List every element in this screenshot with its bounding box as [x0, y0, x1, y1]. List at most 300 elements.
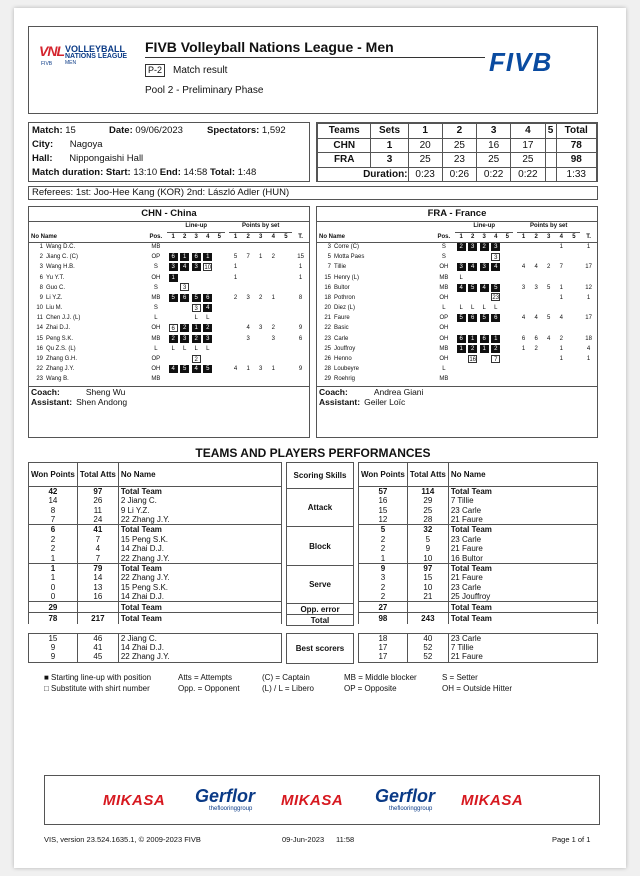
skill-best-scorers: Best scorers — [286, 633, 354, 664]
total-atts: 32 — [407, 525, 448, 535]
score-header: 4 — [511, 124, 545, 139]
set-points — [568, 304, 581, 314]
player-pos: MB — [151, 294, 161, 301]
won-points: 2 — [359, 544, 408, 554]
set-points: 4 — [547, 335, 551, 342]
points-header: Points by set — [229, 222, 292, 232]
set-points — [568, 334, 581, 344]
player-total: 17 — [585, 264, 592, 271]
won-points: 17 — [359, 643, 408, 653]
score-cell: 17 — [511, 138, 545, 153]
won-points: 17 — [359, 652, 408, 662]
player-pos: MB — [439, 274, 449, 281]
player-pos: MB — [439, 376, 449, 383]
player-no: 18 — [324, 294, 331, 301]
player: 23 Carle — [448, 633, 597, 643]
set-points — [242, 283, 255, 293]
player-name: Diez (L) — [334, 305, 356, 312]
player-no: 5 — [327, 254, 331, 261]
won-points: 2 — [29, 544, 78, 554]
gerflor-logo: Gerflor theflooringgroup — [195, 786, 256, 812]
won-points: 0 — [29, 582, 78, 592]
set-points — [517, 365, 530, 375]
perf-row — [359, 643, 598, 653]
lineup-cell: 2 — [203, 324, 212, 332]
player: 14 Zhai D.J. — [118, 592, 281, 602]
set-points — [267, 304, 280, 314]
set-points — [280, 324, 293, 334]
lineup-cell: 1 — [203, 253, 212, 261]
score-cell: 25 — [408, 153, 442, 168]
set-points — [267, 344, 280, 354]
set-points: 4 — [521, 264, 526, 271]
player-no: 22 — [36, 366, 43, 373]
set-points — [568, 344, 581, 354]
col-name: Name — [328, 233, 346, 240]
set-points — [254, 375, 267, 385]
player-pos: MB — [439, 284, 449, 291]
won-points: 6 — [29, 525, 78, 535]
player-no: 29 — [324, 376, 331, 383]
player-pos: OH — [439, 335, 449, 342]
total-atts: 7 — [77, 534, 118, 544]
player-total: 1 — [586, 294, 591, 301]
set-points: 1 — [246, 366, 250, 373]
player: Total Team — [118, 613, 281, 624]
set-points — [517, 253, 530, 263]
player-name: Basic — [334, 325, 349, 332]
set-points: 1 — [559, 345, 563, 352]
won-points: 14 — [29, 496, 78, 506]
col-set: 4 — [559, 233, 563, 240]
player-pos: L — [154, 315, 158, 322]
set-points: 2 — [547, 264, 551, 271]
lineup-header: Line-up — [167, 222, 225, 232]
perf-row — [29, 506, 282, 516]
duration-cell: 0:26 — [442, 167, 476, 182]
total-atts: 26 — [77, 496, 118, 506]
perf-row — [29, 563, 282, 573]
set-points: 2 — [271, 254, 275, 261]
set-points: 2 — [534, 345, 538, 352]
won-points: 9 — [359, 563, 408, 573]
player-name: Jouffroy — [334, 345, 356, 352]
player-name: Li Y.Z. — [46, 294, 63, 301]
player-name: Bultor — [334, 284, 350, 291]
set-points — [229, 375, 242, 385]
vnl-logo: VNL VOLLEYBALL NATIONS LEAGUE MEN FIVB — [39, 43, 128, 67]
lineup-cell: 6 — [169, 324, 178, 332]
col-set: 4 — [271, 233, 275, 240]
col-pos: Pos. — [149, 233, 163, 240]
match-info: Match: 15 Date: 09/06/2023 Spectators: 1,592 City: Nagoya Hall: Nippongaishi Hall Match duration: Start: 13:10 End: 14:58 Total: 1:48 — [28, 122, 310, 182]
player: Total Team — [448, 563, 597, 573]
duration-cell: 0:22 — [477, 167, 511, 182]
player: 21 Faure — [448, 652, 597, 662]
set-points: 2 — [559, 335, 563, 342]
set-points — [542, 344, 555, 354]
perf-row — [29, 602, 282, 613]
player-total — [292, 375, 309, 385]
lineup-cell: 6 — [468, 314, 477, 322]
lineup-cell: L — [206, 315, 210, 322]
perf-row — [29, 487, 282, 497]
set-points: 4 — [559, 315, 563, 322]
total-atts: 79 — [77, 563, 118, 573]
duration-cell: 0:23 — [408, 167, 442, 182]
won-points: 0 — [29, 592, 78, 602]
skill-serve: Serve — [286, 565, 354, 604]
score-cell — [545, 138, 556, 153]
player-row — [29, 253, 309, 263]
set-points: 4 — [246, 325, 250, 332]
set-points — [530, 375, 543, 385]
player-row — [29, 273, 309, 283]
set-points — [568, 263, 581, 273]
player: 16 Bultor — [448, 554, 597, 564]
set-points — [542, 354, 555, 364]
player-name: Wang H.B. — [46, 264, 75, 271]
lineup-cell: L — [459, 305, 463, 312]
perf-row — [359, 534, 598, 544]
player-pos: S — [153, 264, 158, 271]
total-atts: 11 — [77, 506, 118, 516]
lineup-cell: 3 — [192, 304, 201, 312]
player: 23 Carle — [448, 506, 597, 516]
perf-row — [359, 487, 598, 497]
player: 7 Tillie — [448, 496, 597, 506]
col-set: 2 — [471, 233, 475, 240]
lineup-cell: 3 — [468, 243, 477, 251]
score-cell: 25 — [477, 153, 511, 168]
won-points: 3 — [359, 573, 408, 583]
set-points: 5 — [547, 284, 551, 291]
set-points: 7 — [246, 254, 250, 261]
lineup-cell: 6 — [180, 294, 189, 302]
player-name: Motta Paes — [334, 254, 365, 261]
set-points: 3 — [271, 335, 275, 342]
lineup-cell: L — [194, 345, 198, 352]
player: 21 Faure — [448, 515, 597, 525]
won-points: 15 — [359, 506, 408, 516]
won-points: 15 — [29, 633, 78, 643]
lineup-cell: 1 — [169, 274, 178, 282]
player-total: 1 — [586, 356, 591, 363]
lineup-cell: 4 — [457, 284, 466, 292]
assistant-label: Assistant: — [319, 397, 361, 407]
score-cell: 1 — [371, 138, 408, 153]
col-name: Name — [40, 233, 58, 240]
total-atts: 4 — [77, 544, 118, 554]
assistant-label: Assistant: — [31, 397, 73, 407]
player-total: 9 — [298, 325, 303, 332]
player-row — [317, 375, 597, 385]
perf-row — [359, 633, 598, 643]
player: 22 Zhang J.Y. — [118, 652, 281, 662]
player-name: Wang B. — [46, 376, 69, 383]
player-total — [580, 375, 597, 385]
duration-cell: 0:22 — [511, 167, 545, 182]
lineup-cell: 4 — [192, 365, 201, 373]
player: 14 Zhai D.J. — [118, 643, 281, 653]
set-points — [267, 263, 280, 273]
set-points: 1 — [233, 264, 238, 271]
total-atts: 16 — [77, 592, 118, 602]
player-row — [29, 344, 309, 354]
lineup-cell: 5 — [468, 284, 477, 292]
set-points — [280, 273, 293, 283]
col-set: 3 — [547, 233, 551, 240]
lineup-cell: 6 — [480, 335, 489, 343]
total-atts — [77, 602, 118, 613]
player-pos: OH — [439, 264, 449, 271]
lineup-cell: 5 — [192, 294, 201, 302]
coach-label: Coach: — [319, 387, 348, 397]
player-row — [29, 324, 309, 334]
set-points — [542, 273, 555, 283]
mikasa-logo: MIKASA — [461, 792, 524, 809]
lineup-cell: 16 — [469, 356, 477, 363]
player: Total Team — [118, 563, 281, 573]
lineup-cell: L — [482, 305, 486, 312]
set-points — [254, 263, 267, 273]
set-points — [530, 293, 543, 303]
lineup-cell: 3 — [192, 263, 201, 271]
player: Total Team — [448, 602, 597, 613]
perf-row — [29, 652, 282, 662]
set-points — [229, 304, 242, 314]
score-header: 1 — [408, 124, 442, 139]
won-points: 42 — [29, 487, 78, 497]
lineup-cell: 2 — [491, 345, 500, 353]
player: 22 Zhang J.Y. — [118, 515, 281, 525]
perf-row — [359, 506, 598, 516]
player-pos: OH — [439, 294, 449, 301]
player-row — [29, 242, 309, 252]
lineup-cell: 1 — [192, 324, 201, 332]
player: Total Team — [118, 487, 281, 497]
set-points — [517, 354, 530, 364]
set-points — [530, 304, 543, 314]
footer-page: Page 1 of 1 — [552, 835, 591, 844]
lineup-cell: 1 — [180, 253, 189, 261]
total-atts: 14 — [77, 573, 118, 583]
player-total — [292, 242, 309, 252]
lineup-cell: 4 — [180, 263, 189, 271]
set-points: 1 — [259, 254, 263, 261]
lineup-cell: 5 — [169, 294, 178, 302]
lineup-cell: 4 — [468, 263, 477, 271]
won-points: 29 — [29, 602, 78, 613]
player-name: Henno — [334, 356, 352, 363]
set-points — [229, 314, 242, 324]
player-row — [29, 334, 309, 344]
set-points — [280, 263, 293, 273]
set-points: 1 — [271, 294, 275, 301]
set-points — [517, 324, 530, 334]
player-pos: OH — [151, 274, 161, 281]
won-points: 9 — [29, 643, 78, 653]
perf-row — [29, 544, 282, 554]
set-points — [280, 283, 293, 293]
lineup-cell: 1 — [468, 335, 477, 343]
col-set: 3 — [482, 233, 486, 240]
team-name: FRA - France — [317, 207, 597, 222]
player-no: 28 — [324, 366, 331, 373]
col-pos: Pos. — [437, 233, 451, 240]
set-points — [517, 304, 530, 314]
player-name: Zhai D.J. — [46, 325, 71, 332]
won-points: 2 — [359, 582, 408, 592]
phase: Pool 2 - Preliminary Phase — [145, 85, 264, 96]
perf-row — [29, 554, 282, 564]
set-points: 1 — [559, 244, 563, 251]
team-fra — [316, 206, 598, 438]
score-cell — [545, 153, 556, 168]
set-points — [280, 293, 293, 303]
duration-cell — [545, 167, 556, 182]
player-total: 1 — [298, 274, 303, 281]
set-points — [254, 344, 267, 354]
set-points — [254, 354, 267, 364]
player-pos: L — [442, 305, 446, 312]
col-set: 5 — [284, 233, 288, 240]
won-points: 8 — [29, 506, 78, 516]
player-pos: OH — [439, 325, 449, 332]
set-points — [254, 314, 267, 324]
set-points — [568, 242, 581, 252]
won-points: 1 — [359, 554, 408, 564]
col-total: T. — [586, 233, 591, 240]
player-total: 15 — [297, 254, 304, 261]
score-cell: 98 — [556, 153, 597, 168]
col-no: No — [31, 233, 39, 240]
lineup-cell: 23 — [492, 295, 500, 302]
score-header: Teams — [318, 124, 371, 139]
player-name: Faure — [334, 315, 350, 322]
player: 15 Peng S.K. — [118, 582, 281, 592]
lineup-cell: L — [194, 315, 198, 322]
set-points — [242, 263, 255, 273]
player-row — [317, 304, 597, 314]
perf-row — [359, 582, 598, 592]
total-atts: 217 — [77, 613, 118, 624]
total-atts: 5 — [407, 534, 448, 544]
player-total — [292, 314, 309, 324]
perf-row — [29, 534, 282, 544]
player: 23 Carle — [448, 582, 597, 592]
fivb-logo: FIVB — [489, 47, 553, 77]
won-points: 1 — [29, 573, 78, 583]
player-no: 6 — [39, 274, 43, 281]
player-no: 7 — [327, 264, 331, 271]
score-cell: 3 — [371, 153, 408, 168]
mikasa-logo: MIKASA — [103, 792, 166, 809]
score-header: 5 — [545, 124, 556, 139]
set-points — [517, 273, 530, 283]
set-points — [267, 283, 280, 293]
set-points: 1 — [521, 345, 526, 352]
footer-date: 09-Jun-2023 — [282, 835, 325, 844]
set-points: 3 — [259, 366, 263, 373]
set-points — [229, 354, 242, 364]
perf-row — [359, 563, 598, 573]
duration-label: Duration: — [318, 167, 409, 182]
set-points — [517, 242, 530, 252]
player-row — [317, 263, 597, 273]
won-points: 2 — [359, 534, 408, 544]
perf-row — [29, 515, 282, 525]
skill-attack: Attack — [286, 488, 354, 527]
score-cell: 25 — [442, 138, 476, 153]
skill-opp-error: Opp. error — [286, 603, 354, 615]
player-total: 18 — [585, 335, 592, 342]
set-points — [280, 334, 293, 344]
total-atts: 10 — [407, 554, 448, 564]
perf-row — [359, 613, 598, 624]
referees: Referees: 1st: Joo-Hee Kang (KOR) 2nd: László Adler (HUN) — [28, 186, 598, 200]
lineup-cell: 2 — [192, 335, 201, 343]
perf-fra — [358, 462, 598, 663]
mikasa-logo: MIKASA — [281, 792, 344, 809]
player-no: 21 — [324, 315, 331, 322]
player-pos: MB — [439, 345, 449, 352]
score-cell: 20 — [408, 138, 442, 153]
player-row — [317, 293, 597, 303]
lineup-cell: 2 — [457, 243, 466, 251]
player-no: 11 — [36, 315, 43, 322]
col-no-name: No Name — [448, 463, 597, 487]
player-no: 16 — [324, 284, 331, 291]
lineup-cell: 3 — [203, 335, 212, 343]
player-pos: MB — [151, 244, 161, 251]
player-name: Roehrig — [334, 376, 356, 383]
set-points — [242, 375, 255, 385]
col-set: 1 — [171, 233, 175, 240]
won-points: 16 — [359, 496, 408, 506]
set-points — [542, 375, 555, 385]
player-name: Loubeyre — [334, 366, 360, 373]
perf-row — [29, 592, 282, 602]
score-header: 3 — [477, 124, 511, 139]
player-name: Henry (L) — [334, 274, 360, 281]
player-total: 6 — [298, 335, 303, 342]
lineup-cell: 2 — [192, 355, 201, 363]
set-points: 7 — [559, 264, 563, 271]
set-points — [242, 314, 255, 324]
set-points — [568, 283, 581, 293]
player-name: Jiang C. (C) — [46, 254, 79, 261]
set-points — [542, 304, 555, 314]
total-atts: 45 — [77, 652, 118, 662]
set-points — [280, 354, 293, 364]
set-points: 1 — [559, 284, 563, 291]
player-pos: OP — [439, 315, 449, 322]
team-name: CHN - China — [29, 207, 309, 222]
player-name: Zhang J.Y. — [46, 366, 75, 373]
col-set: 4 — [494, 233, 498, 240]
player-name: Wang D.C. — [46, 244, 76, 251]
total-atts: 243 — [407, 613, 448, 624]
total-atts: 97 — [77, 487, 118, 497]
perf-row — [359, 554, 598, 564]
player-pos: S — [441, 244, 446, 251]
set-points — [568, 354, 581, 364]
perf-row — [359, 592, 598, 602]
set-points — [555, 304, 568, 314]
player-no: 15 — [324, 274, 331, 281]
set-points — [517, 293, 530, 303]
